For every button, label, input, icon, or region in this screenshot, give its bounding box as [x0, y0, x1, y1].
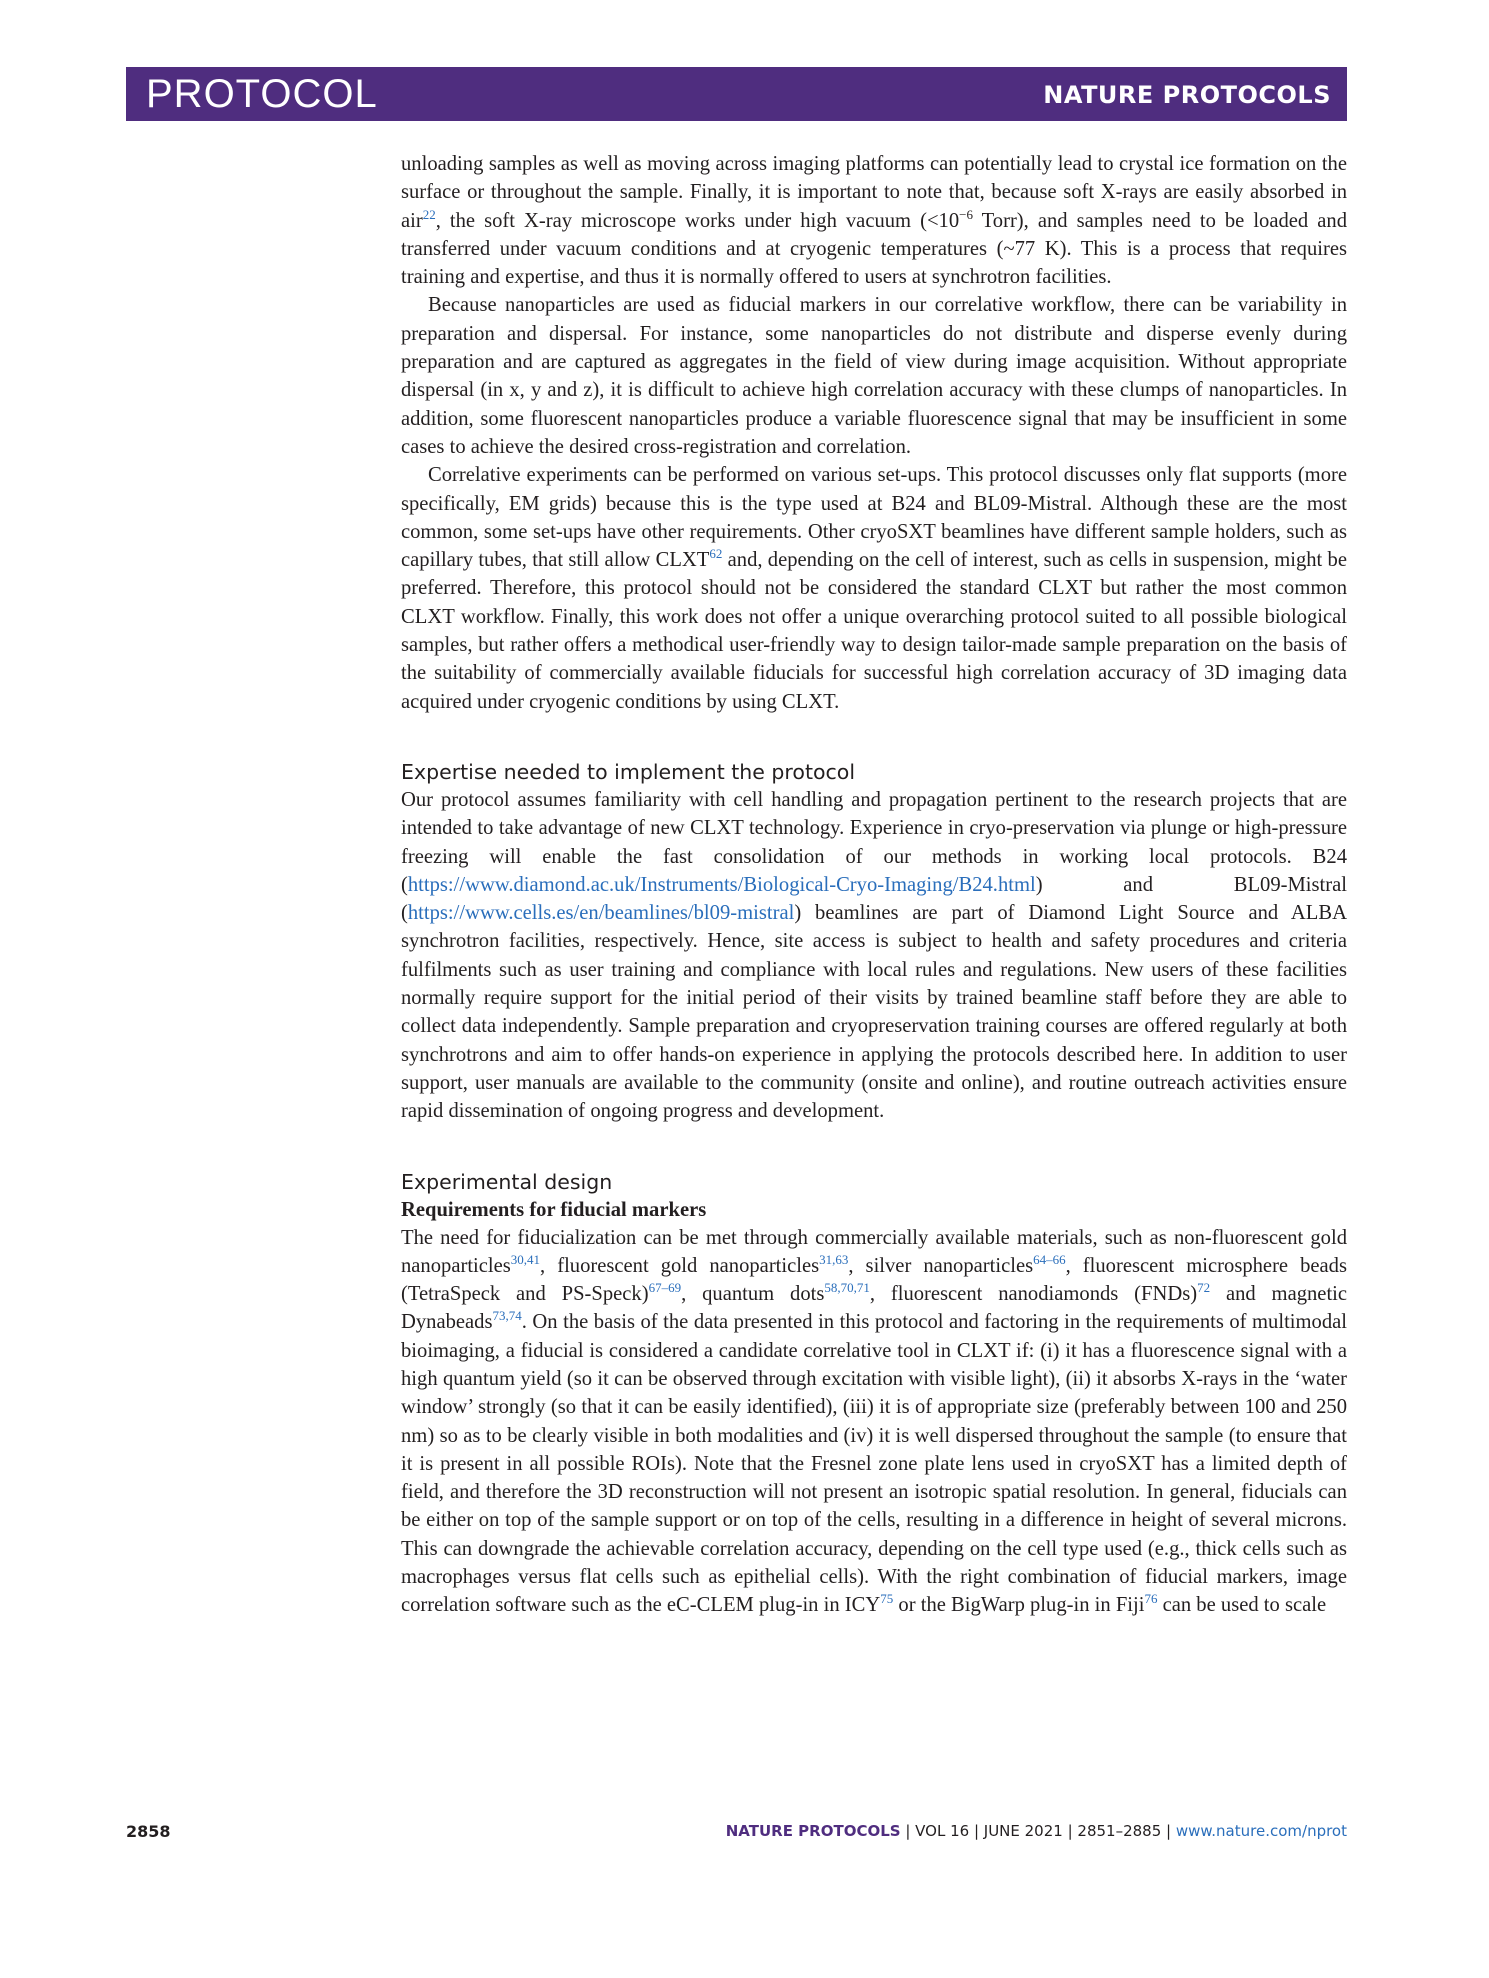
footer-volume: | VOL 16 | JUNE 2021 | 2851–2885 | — [900, 1822, 1176, 1840]
reference-link[interactable]: 72 — [1197, 1280, 1211, 1296]
reference-link[interactable]: 62 — [709, 546, 723, 562]
reference-link[interactable]: 58,70,71 — [824, 1280, 870, 1296]
section-label: PROTOCOL — [146, 72, 378, 116]
paragraph-3: Correlative experiments can be performed on various set-ups. This protocol discusses only flat supports (more specifically, EM grids) because this is the type used at B24 and BL09-Mistral. Although these are the most common, some set-ups have other requirements. Other cryoSXT beamlines have different sample holders, such as capillary tubes, that still allow CLXT$^{62}$ and, depending on the cell of interest, such as cells in suspension, might be preferred. Therefore, this protocol should not be considered the standard CLXT but rather the most common CLXT workflow. Finally, this work does not offer a unique overarching protocol suited to all possible biological samples, but rather offers a methodical user-friendly way to design tailor-made sample preparation on the basis of the suitability of commercially available fiducials for successful high correlation accuracy of 3D imaging data acquired under cryogenic conditions by using CLXT. — [401, 464, 1347, 713]
paragraph-fiducials: The need for fiducialization can be met through commercially available materials, such as non-fluorescent gold nanoparticles$^{30,41}$, fluorescent gold nanoparticles$^{31,63}$, silver nanoparticles$^{64-66}$, fluorescent microsphere beads (TetraSpeck and PS-Speck)$^{67-69}$, quantum dots$^{58,70,71}$, fluorescent nanodiamonds (FNDs)$^{72}$ and magnetic Dynabeads$^{73,74}$. On the basis of the data presented in this protocol and factoring in the requirements of multimodal bioimaging, a fiducial is considered a candidate correlative tool in CLXT if: (i) it has a fluorescence signal with a high quantum yield (so it can be observed through excitation with visible light), (ii) it absorbs X-rays in the ‘water window’ strongly (so that it can be easily identified), (iii) it is of appropriate size (preferably between 100 and 250 nm) so as to be clearly visible in both modalities and (iv) it is well dispersed throughout the sample (to ensure that it is present in all possible ROIs). Note that the Fresnel zone plate lens used in cryoSXT has a limited depth of field, and therefore the 3D reconstruction will not present an isotropic spatial resolution. In general, fiducials can be either on top of the sample support or on top of the cells, resulting in a difference in height of several microns. This can downgrade the achievable correlation accuracy, depending on the cell type used (e.g., thick cells such as macrophages versus flat cells such as epithelial cells). With the right combination of fiducial markers, image correlation software such as the eC-CLEM plug-in in ICY$^{75}$ or the BigWarp plug-in in Fiji$^{76}$ can be used to scale — [401, 1226, 1348, 1617]
footer-citation — [726, 1822, 1347, 1840]
b24-link[interactable]: https://www.diamond.ac.uk/Instruments/Biological-Cryo-Imaging/B24.html — [407, 873, 1036, 896]
experimental-design-heading: Experimental design — [401, 1169, 613, 1194]
page-number: 2858 — [126, 1822, 171, 1841]
reference-link[interactable]: 31,63 — [819, 1251, 849, 1267]
reference-link[interactable]: 64–66 — [1033, 1251, 1066, 1267]
fiducial-requirements-subheading: Requirements for fiducial markers — [401, 1198, 707, 1221]
paragraph-2: Because nanoparticles are used as fiducial markers in our correlative workflow, there can be variability in preparation and dispersal. For instance, some nanoparticles do not distribute and disperse evenly during preparation and are captured as aggregates in the field of view during image acquisition. Without appropriate dispersal (in x, y and z), it is difficult to achieve high correlation accuracy with these clumps of nanoparticles. In addition, some fluorescent nanoparticles produce a variable fluorescence signal that may be insufficient in some cases to achieve the desired cross-registration and correlation. — [401, 294, 1347, 458]
paragraph-expertise: Our protocol assumes familiarity with cell handling and propagation pertinent to the research projects that are intended to take advantage of new CLXT technology. Experience in cryo-preservation via plunge or high-pressure freezing will enable the fast consolidation of our methods in working local protocols. B24 (https://www.diamond.ac.uk/Instruments/Biological-Cryo-Imaging/B24.html) and BL09-Mistral (https://www.cells.es/en/beamlines/bl09-mistral) beamlines are part of Diamond Light Source and ALBA synchrotron facilities, respectively. Hence, site access is subject to health and safety procedures and criteria fulfilments such as user training and compliance with local rules and regulations. New users of these facilities normally require support for the initial period of their visits by trained beamline staff before they are able to collect data independently. Sample preparation and cryopreservation training courses are offered regularly at both synchrotrons and aim to offer hands-on experience in applying the protocols described here. In addition to user support, user manuals are available to the community (onsite and online), and routine outreach activities ensure rapid dissemination of ongoing progress and development. — [401, 788, 1347, 1123]
reference-link[interactable]: 22 — [422, 206, 436, 222]
footer-journal: NATURE PROTOCOLS — [725, 1822, 901, 1840]
article-body — [401, 150, 1347, 1620]
expertise-heading: Expertise needed to implement the protocol — [401, 759, 856, 784]
reference-link[interactable]: 73,74 — [492, 1308, 522, 1324]
journal-url-link[interactable]: www.nature.com/nprot — [1175, 1822, 1347, 1840]
header-bar — [126, 67, 1347, 121]
reference-link[interactable]: 75 — [880, 1591, 894, 1607]
paragraph-1: unloading samples as well as moving across imaging platforms can potentially lead to crystal ice formation on the surface or throughout the sample. Finally, it is important to note that, because soft X-rays are easily absorbed in air$^{22}$, the soft X-ray microscope works under high vacuum ($<10^{-6}$ Torr), and samples need to be loaded and transferred under vacuum conditions and at cryogenic temperatures (~77 K). This is a process that requires training and expertise, and thus it is normally offered to users at synchrotron facilities. — [401, 153, 1347, 289]
exponent: −6 — [959, 206, 973, 222]
reference-link[interactable]: 67–69 — [648, 1280, 682, 1296]
reference-link[interactable]: 76 — [1144, 1591, 1158, 1607]
bl09-link[interactable]: https://www.cells.es/en/beamlines/bl09-mistral — [407, 902, 795, 925]
journal-label: NATURE PROTOCOLS — [1043, 81, 1331, 109]
reference-link[interactable]: 30,41 — [510, 1251, 541, 1267]
